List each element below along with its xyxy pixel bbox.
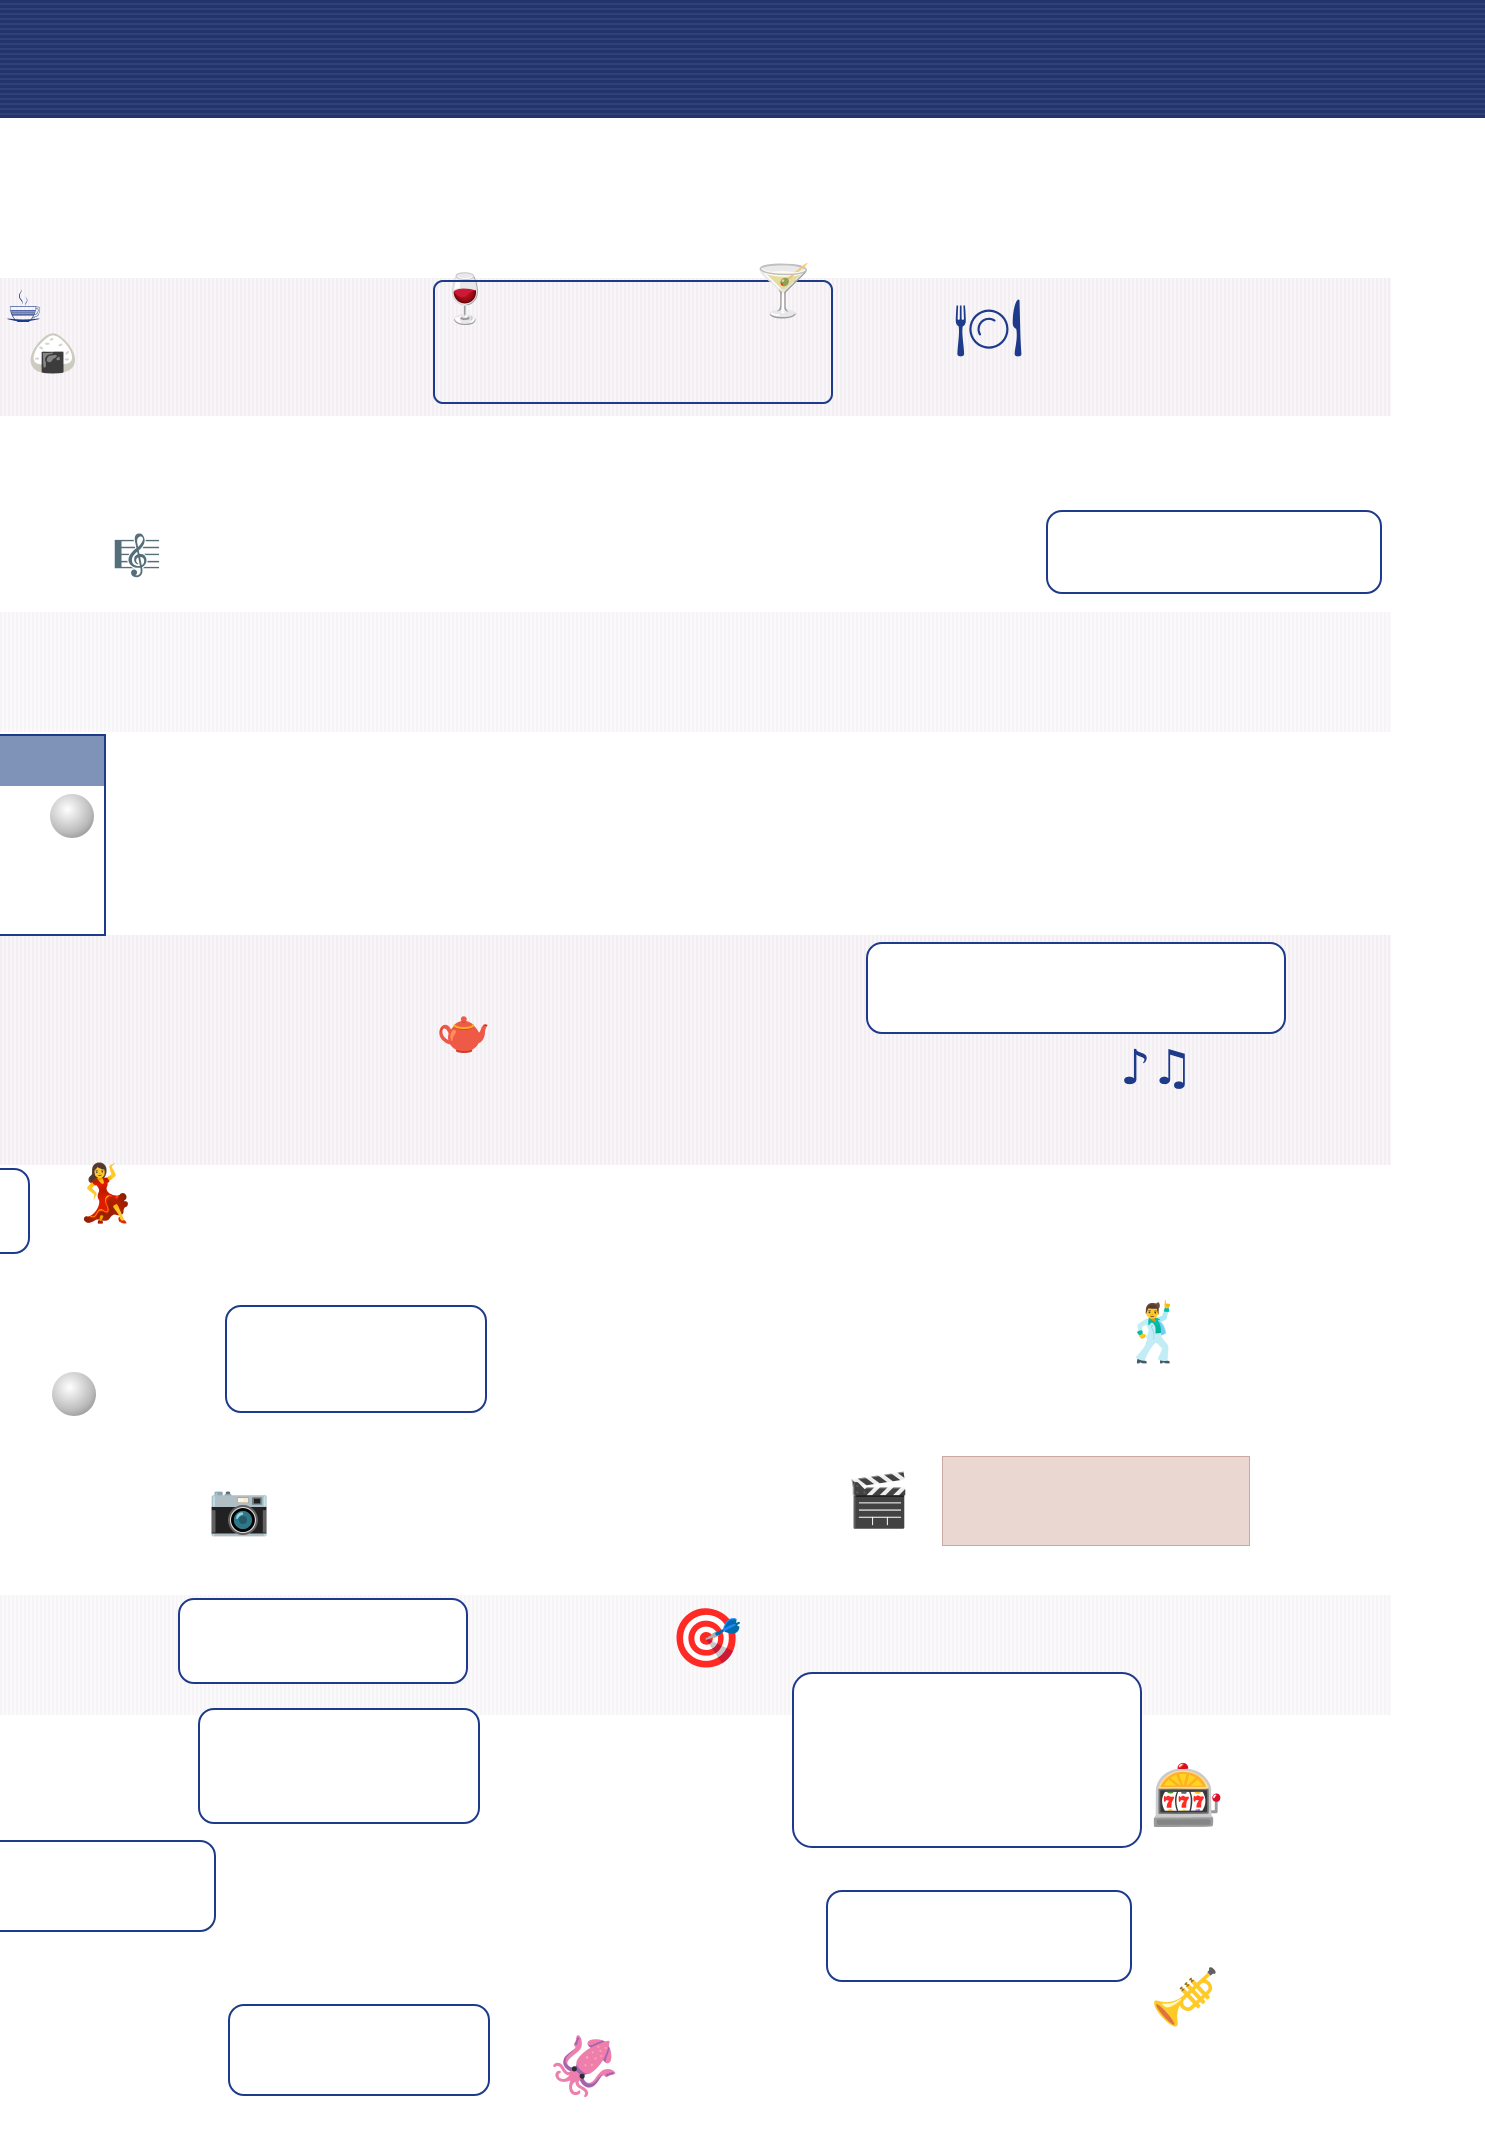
waiter-icon: 🍷 — [435, 271, 495, 327]
punch-hole-bottom — [52, 1372, 96, 1416]
dinner-plate-icon: 🍽 — [953, 296, 1025, 361]
shade-row3 — [0, 612, 1391, 732]
shuffle-bubble — [198, 1708, 480, 1824]
grill-bubble — [1046, 510, 1382, 594]
teapot-icon: 🫖 — [436, 1006, 491, 1057]
dancer-icon-right: 🕺 — [1120, 1301, 1190, 1366]
slot-machine-icon: 🎰 — [1150, 1761, 1225, 1831]
trumpet-icon: 🎺 — [1150, 1965, 1220, 2030]
petanque-bubble — [0, 1840, 216, 1932]
music-note-icon: 🎼 — [112, 533, 162, 579]
dancer-icon: 💃 — [70, 1161, 140, 1226]
music-notes-icon: ♪♫ — [1120, 1040, 1194, 1096]
ika-bubble — [228, 2004, 490, 2096]
punch-hole-top — [50, 794, 94, 838]
dartboard-icon: 🎯 — [670, 1604, 743, 1672]
band-bubble — [866, 942, 1286, 1034]
left-cut-bubble — [0, 1168, 30, 1254]
darts-bubble — [178, 1598, 468, 1684]
grill-corner — [458, 482, 480, 511]
left-cut-box — [0, 734, 106, 936]
squid-icon: 🦑 — [548, 2032, 621, 2100]
movie-box — [942, 1456, 1250, 1546]
onigiri-icon: 🍙 — [28, 331, 78, 377]
lido-bar — [458, 432, 480, 461]
camera-icon: 📷 — [208, 1480, 271, 1538]
asuka-bubble — [826, 1890, 1132, 1982]
spanish-bubble — [225, 1305, 487, 1413]
wine-glass-icon: 🍸 — [752, 262, 815, 320]
tea-cup-icon: ☕ — [4, 282, 44, 333]
contract-bridge — [450, 536, 1010, 563]
slot-promo-box — [792, 1672, 1142, 1848]
clapperboard-icon: 🎬 — [846, 1471, 911, 1531]
